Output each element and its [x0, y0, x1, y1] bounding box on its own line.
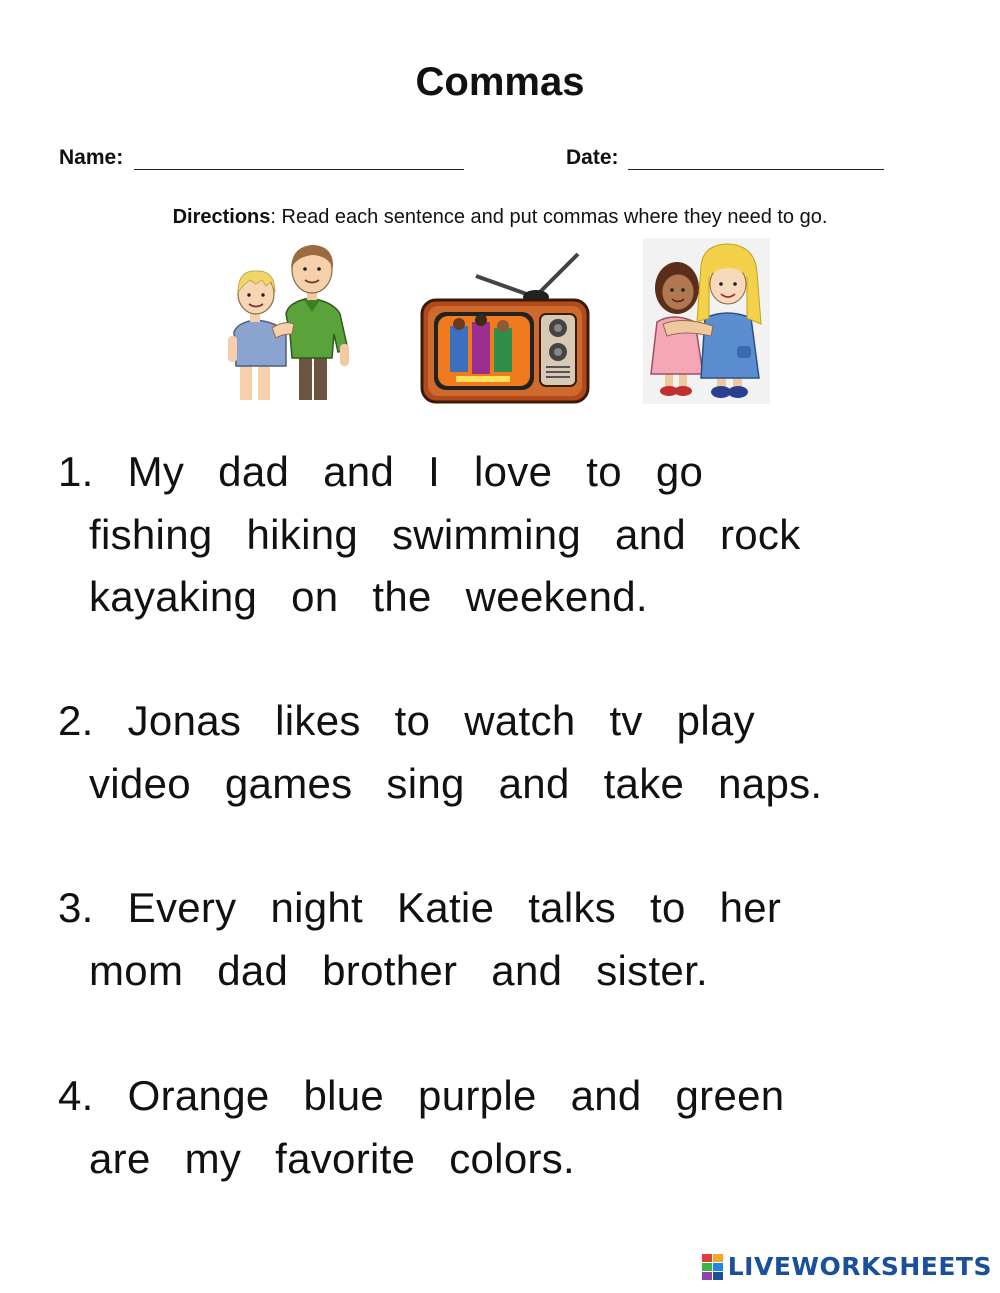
directions-text: : Read each sentence and put commas where they need to go. [270, 206, 828, 228]
question-1 [58, 441, 938, 629]
date-field[interactable] [628, 169, 884, 170]
question-line [58, 441, 938, 504]
question-text: My dad and I love to go [127, 448, 704, 495]
liveworksheets-logo-icon [702, 1254, 724, 1280]
question-line: video games sing and take naps. [89, 759, 823, 807]
question-line: are my favorite colors. [89, 1134, 576, 1182]
question-number: 3. [58, 884, 94, 931]
question-text: Every night Katie talks to her [127, 884, 782, 931]
date-label: Date: [566, 146, 619, 169]
question-2 [58, 690, 938, 815]
liveworksheets-wordmark: LIVEWORKSHEETS [727, 1252, 992, 1281]
question-4 [58, 1065, 938, 1190]
question-line: fishing hiking swimming and rock [89, 510, 801, 558]
question-line [58, 1065, 938, 1128]
directions [0, 206, 1000, 229]
question-line [58, 877, 938, 940]
two-boys-illustration [228, 238, 362, 404]
question-text: Jonas likes to watch tv play [127, 697, 755, 744]
question-line [58, 690, 938, 753]
question-line: kayaking on the weekend. [89, 573, 648, 620]
question-text: Orange blue purple and green [127, 1072, 785, 1119]
question-3 [58, 877, 938, 1002]
question-line: mom dad brother and sister. [89, 946, 709, 994]
question-number: 1. [58, 448, 94, 495]
question-number: 2. [58, 697, 94, 744]
question-number: 4. [58, 1072, 94, 1119]
name-label: Name: [59, 146, 124, 169]
liveworksheets-brand[interactable] [702, 1252, 992, 1281]
worksheet-title: Commas [415, 60, 585, 104]
retro-tv-illustration [420, 250, 590, 404]
name-field[interactable] [134, 169, 464, 170]
directions-label: Directions [172, 206, 271, 228]
two-girls-hugging-illustration [643, 238, 770, 404]
